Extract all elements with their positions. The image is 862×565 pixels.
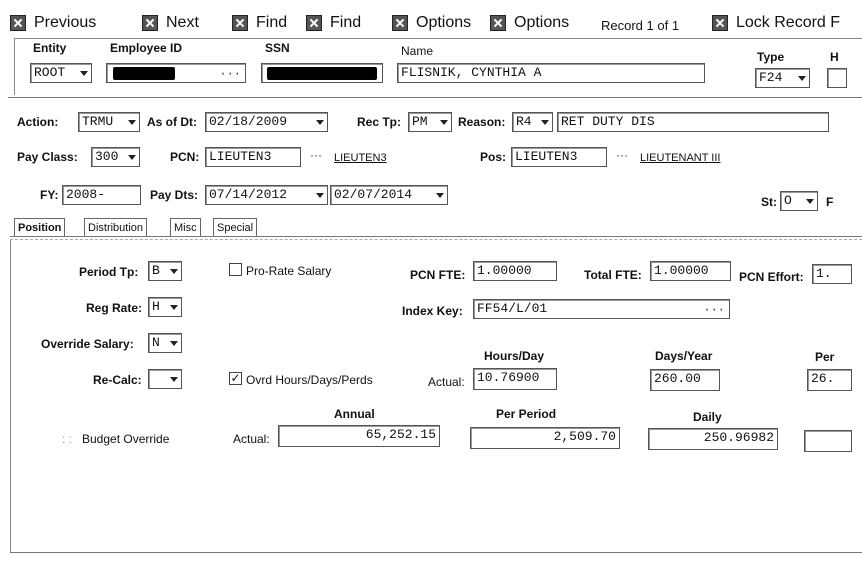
days-year-header: Days/Year [655,349,713,363]
pay-dts-label: Pay Dts: [150,188,199,202]
chevron-down-icon [170,305,178,310]
per-field[interactable] [807,369,852,391]
pcn-label: PCN: [170,150,200,164]
pro-rate-salary-checkbox[interactable] [229,263,242,276]
per-period-field[interactable] [470,427,620,449]
st-label: St: [761,195,777,209]
ovrd-hours-checkbox[interactable]: ✓ [230,371,241,385]
pay-date-from-value: 07/14/2012 [209,187,288,202]
find-alt-icon [306,15,322,31]
pay-date-from-select[interactable] [205,185,328,205]
pcn-fte-value: 1.00000 [477,263,532,278]
reason-select[interactable] [512,112,553,132]
recalc-select[interactable] [148,369,182,389]
options-alt-label: Options [514,14,570,31]
ssn-redaction [267,67,377,80]
pcn-effort-field[interactable] [812,264,852,284]
options-alt-button[interactable] [490,10,569,36]
pay-date-to-select[interactable] [330,185,448,205]
ssn-label: SSN [265,41,290,55]
chevron-down-icon [170,269,178,274]
pcn-fte-field[interactable] [473,261,557,281]
chevron-down-icon [128,120,136,125]
next-button[interactable] [142,10,199,36]
name-value: FLISNIK, CYNTHIA A [401,65,542,80]
reason-description-field[interactable] [557,112,829,132]
action-select[interactable] [78,112,140,132]
actual-hours-label: Actual: [428,375,465,389]
pos-link[interactable]: LIEUTENANT III [640,152,721,164]
type-select[interactable] [755,68,810,88]
pay-class-value: 300 [95,149,119,164]
annual-value: 65,252.15 [365,427,436,442]
employee-id-label: Employee ID [110,41,183,55]
options-icon [392,15,408,31]
next-label: Next [166,14,199,31]
fy-field[interactable] [62,185,141,205]
pos-field[interactable] [511,147,607,167]
rec-tp-select[interactable] [408,112,452,132]
budget-override-label: Budget Override [82,432,170,446]
fy-label: FY: [40,188,59,202]
entity-value: ROOT [34,65,66,80]
reason-code: R4 [516,114,532,129]
reason-description: RET DUTY DIS [561,114,655,129]
st-value: O [784,193,792,208]
as-of-date-select[interactable] [205,112,328,132]
chevron-down-icon [316,120,324,125]
f-label: F [826,195,834,209]
hours-day-header: Hours/Day [484,349,545,363]
tab-distribution[interactable]: Distribution [84,218,147,237]
reg-rate-select[interactable] [148,297,182,317]
period-tp-select[interactable] [148,261,182,281]
find-button[interactable] [232,10,287,36]
ovrd-hours-label: Ovrd Hours/Days/Perds [246,373,373,387]
type-label: Type [757,50,785,64]
actual-salary-label: Actual: [233,432,270,446]
chevron-down-icon [436,193,444,198]
pay-class-select[interactable] [91,147,140,167]
pcn-field[interactable] [205,147,301,167]
chevron-down-icon [440,120,448,125]
index-key-lookup-icon[interactable]: ··· [703,303,725,317]
pro-rate-salary-label: Pro-Rate Salary [246,264,332,278]
entity-label: Entity [33,41,67,55]
daily-header: Daily [693,410,722,424]
reg-rate-label: Reg Rate: [86,301,143,315]
override-salary-label: Override Salary: [41,337,134,351]
employee-id-redaction [113,67,175,80]
lock-record-label: Lock Record F [736,14,841,31]
period-tp-label: Period Tp: [79,265,139,279]
pcn-effort-label: PCN Effort: [739,270,804,284]
chevron-down-icon [316,193,324,198]
header-divider [8,97,862,98]
daily-field[interactable] [648,428,778,450]
pcn-effort-value: 1. [816,266,832,281]
rec-tp-label: Rec Tp: [357,115,402,129]
pos-value: LIEUTEN3 [515,149,578,164]
previous-icon [10,15,26,31]
pos-label: Pos: [480,150,507,164]
pcn-value: LIEUTEN3 [209,149,272,164]
h-label: H [830,50,839,64]
pcn-fte-label: PCN FTE: [410,268,466,282]
type-value: F24 [759,70,783,85]
as-of-label: As of Dt: [147,115,197,129]
override-salary-value: N [152,335,160,350]
options-label: Options [416,14,472,31]
find-alt-button[interactable] [306,10,361,36]
employee-id-lookup-icon[interactable]: ··· [219,67,241,81]
find-alt-label: Find [330,14,362,31]
name-label: Name [401,44,434,58]
total-fte-field[interactable] [650,261,731,281]
entity-select[interactable] [30,63,92,83]
reg-rate-value: H [152,299,160,314]
tab-special[interactable]: Special [213,218,257,237]
tab-position[interactable]: Position [14,218,65,237]
action-label: Action: [17,115,59,129]
pay-date-to-value: 02/07/2014 [334,187,413,202]
action-value: TRMU [82,114,114,129]
name-field[interactable] [397,63,705,83]
pcn-lookup-icon[interactable]: ··· [310,148,322,162]
recalc-label: Re-Calc: [93,373,142,387]
previous-label: Previous [34,14,97,31]
annual-field[interactable] [278,425,440,447]
pos-lookup-icon[interactable]: ··· [616,148,628,162]
total-fte-value: 1.00000 [654,263,709,278]
per-period-value: 2,509.70 [553,429,616,444]
days-year-field[interactable] [650,369,720,391]
record-counter-text: Record 1 of 1 [601,17,680,33]
options-button[interactable] [392,10,471,36]
chevron-down-icon [798,76,806,81]
per-header: Per [815,350,835,364]
next-icon [142,15,158,31]
index-key-value: FF54/L/01 [477,301,548,316]
annual-header: Annual [334,407,375,421]
lock-icon [712,15,728,31]
options-alt-icon [490,15,506,31]
ssn-field[interactable] [261,63,383,83]
per-value: 26. [811,371,835,386]
find-icon [232,15,248,31]
chevron-down-icon [170,341,178,346]
budget-override-marker: : : [62,432,73,446]
lock-record-button[interactable] [712,10,840,36]
bottom-divider [10,552,862,553]
chevron-down-icon [80,71,88,76]
position-panel [10,240,862,552]
pay-class-label: Pay Class: [17,150,78,164]
hours-day-field[interactable] [473,368,557,390]
per-period-header: Per Period [496,407,557,421]
as-of-value: 02/18/2009 [209,114,288,129]
employee-id-field[interactable] [106,63,246,83]
record-counter [601,12,679,38]
chevron-down-icon [128,155,136,160]
rec-tp-value: PM [412,114,428,129]
daily-value: 250.96982 [703,430,774,445]
reason-label: Reason: [458,115,506,129]
index-key-field[interactable] [473,299,730,319]
hours-day-value: 10.76900 [477,370,540,385]
previous-button[interactable] [10,10,96,36]
chevron-down-icon [541,120,549,125]
period-tp-value: B [152,263,160,278]
per-amount-field[interactable] [804,430,852,452]
chevron-down-icon [170,377,178,382]
chevron-down-icon [806,199,814,204]
pcn-link[interactable]: LIEUTEN3 [334,152,387,164]
st-select[interactable] [780,191,818,211]
find-label: Find [256,14,288,31]
total-fte-label: Total FTE: [584,268,642,282]
days-year-value: 260.00 [654,371,701,386]
tab-misc[interactable]: Misc [170,218,201,237]
fy-value: 2008- [66,187,106,202]
override-salary-select[interactable] [148,333,182,353]
index-key-label: Index Key: [402,304,463,318]
tab-strip-divider [10,236,862,237]
h-field[interactable] [827,68,847,88]
